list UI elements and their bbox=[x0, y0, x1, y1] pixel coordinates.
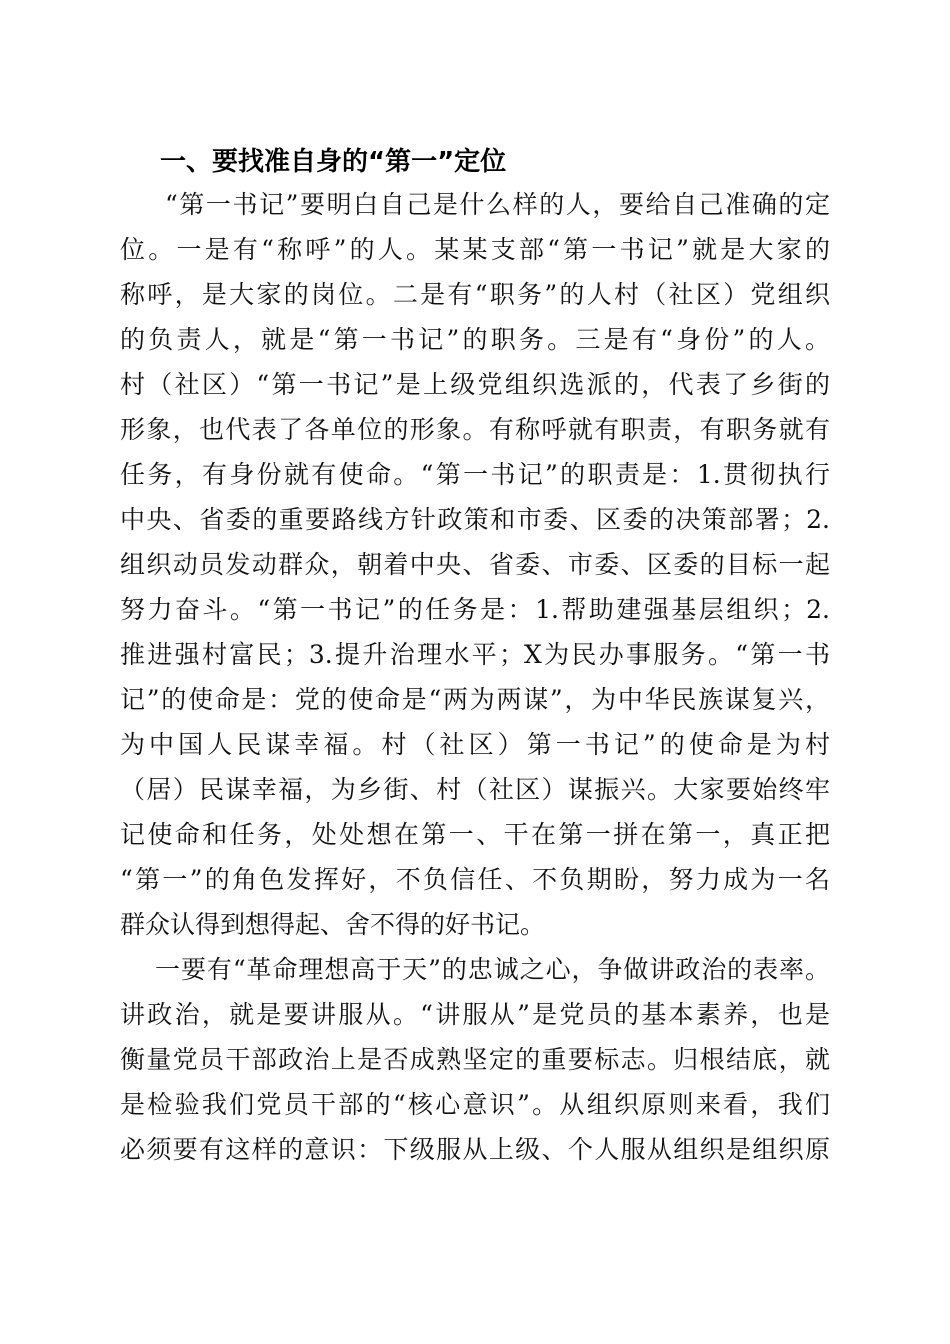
paragraph-line: 村（社区）“第一书记”是上级党组织选派的，代表了乡街的 bbox=[120, 370, 830, 399]
paragraph-line: 必须要有这样的意识：下级服从上级、个人服从组织是组织原 bbox=[120, 1135, 830, 1164]
paragraph-line: 中央、省委的重要路线方针政策和市委、区委的决策部署；2. bbox=[120, 505, 830, 534]
paragraph-line: 推进强村富民；3.提升治理水平；X为民办事服务。“第一书 bbox=[120, 640, 830, 669]
paragraph-line: 衡量党员干部政治上是否成熟坚定的重要标志。归根结底，就 bbox=[120, 1045, 830, 1074]
paragraph-line: 讲政治，就是要讲服从。“讲服从”是党员的基本素养，也是 bbox=[120, 1000, 830, 1029]
paragraph-line: 群众认得到想得起、舍不得的好书记。 bbox=[120, 910, 546, 939]
paragraph-line: 记”的使命是：党的使命是“两为两谋”，为中华民族谋复兴， bbox=[120, 685, 830, 714]
section-heading: 一、要找准自身的“第一”定位 bbox=[160, 147, 507, 177]
paragraph-line: （居）民谋幸福，为乡街、村（社区）谋振兴。大家要始终牢 bbox=[120, 775, 830, 804]
paragraph-line: 任务，有身份就有使命。“第一书记”的职责是：1.贯彻执行 bbox=[120, 460, 830, 489]
paragraph-line: “第一”的角色发挥好，不负信任、不负期盼，努力成为一名 bbox=[120, 865, 830, 894]
paragraph-line: 位。一是有“称呼”的人。某某支部“第一书记”就是大家的 bbox=[120, 235, 830, 264]
paragraph-line: 为中国人民谋幸福。村（社区）第一书记”的使命是为村 bbox=[120, 730, 830, 759]
paragraph-line: 是检验我们党员干部的“核心意识”。从组织原则来看，我们 bbox=[120, 1090, 830, 1119]
paragraph-line: 称呼，是大家的岗位。二是有“职务”的人村（社区）党组织 bbox=[120, 280, 830, 309]
paragraph-line: 组织动员发动群众，朝着中央、省委、市委、区委的目标一起 bbox=[120, 550, 830, 579]
paragraph-line: “第一书记”要明白自己是什么样的人，要给自己准确的定 bbox=[165, 190, 830, 219]
paragraph-line: 的负责人，就是“第一书记”的职务。三是有“身份”的人。 bbox=[120, 325, 830, 354]
paragraph-line: 记使命和任务，处处想在第一、干在第一拼在第一，真正把 bbox=[120, 820, 830, 849]
paragraph-line: 努力奋斗。“第一书记”的任务是：1.帮助建强基层组织；2. bbox=[120, 595, 830, 624]
paragraph-line: 形象，也代表了各单位的形象。有称呼就有职责，有职务就有 bbox=[120, 415, 830, 444]
paragraph-line: 一要有“革命理想高于天”的忠诚之心，争做讲政治的表率。 bbox=[155, 955, 830, 984]
